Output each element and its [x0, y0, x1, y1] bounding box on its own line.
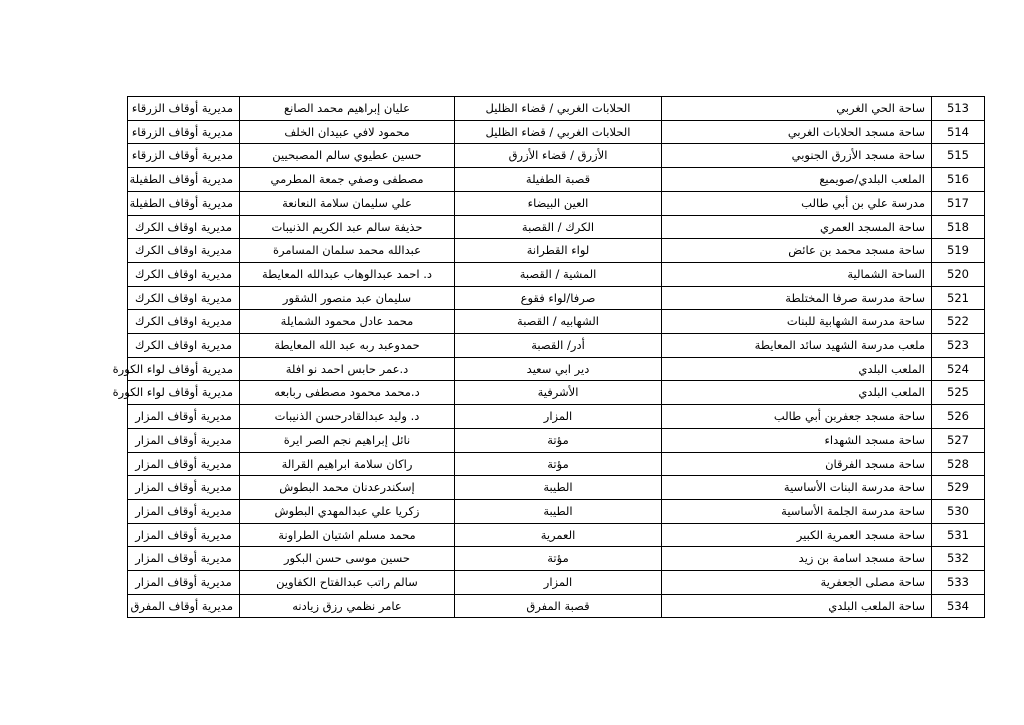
- area-name-cell: العين البيضاء: [455, 191, 662, 215]
- directorate-name-cell: مديرية أوقاف الطفيلة: [128, 168, 240, 192]
- row-number-cell: 518: [932, 215, 985, 239]
- table-row: [128, 310, 985, 334]
- row-number-cell: 527: [932, 428, 985, 452]
- imam-name-cell: حسين موسى حسن البكور: [240, 547, 455, 571]
- directorate-name-cell: مديرية أوقاف الزرقاء: [128, 97, 240, 121]
- imam-name-cell: د.محمد محمود مصطفى ربابعه: [240, 381, 455, 405]
- area-name-cell: المزار: [455, 571, 662, 595]
- imam-name-cell: محمود لافي عبيدان الخلف: [240, 120, 455, 144]
- area-name-cell: لواء القطرانة: [455, 239, 662, 263]
- table-row: [128, 120, 985, 144]
- directorate-name-cell: مديرية أوقاف لواء الكورة: [128, 381, 240, 405]
- table-row: [128, 452, 985, 476]
- row-number-cell: 515: [932, 144, 985, 168]
- place-name-cell: ساحة مدرسة البنات الأساسية: [662, 476, 932, 500]
- imam-name-cell: عليان إبراهيم محمد الصانع: [240, 97, 455, 121]
- row-number-cell: 517: [932, 191, 985, 215]
- directorate-name-cell: مديرية اوقاف الكرك: [128, 286, 240, 310]
- table-row: [128, 381, 985, 405]
- place-name-cell: ساحة مسجد الفرقان: [662, 452, 932, 476]
- row-number-cell: 528: [932, 452, 985, 476]
- directorate-name-cell: مديرية أوقاف الزرقاء: [128, 144, 240, 168]
- place-name-cell: ملعب مدرسة الشهيد سائد المعايطة: [662, 334, 932, 358]
- area-name-cell: الشهابيه / القصبة: [455, 310, 662, 334]
- area-name-cell: العمرية: [455, 523, 662, 547]
- imam-name-cell: د.عمر حابس احمد نو افلة: [240, 357, 455, 381]
- area-name-cell: المشية / القصبة: [455, 262, 662, 286]
- place-name-cell: الملعب البلدي/صويميع: [662, 168, 932, 192]
- imam-name-cell: علي سليمان سلامة النعانعة: [240, 191, 455, 215]
- directorate-name-cell: مديرية أوقاف المزار: [128, 452, 240, 476]
- area-name-cell: الأزرق / قضاء الأزرق: [455, 144, 662, 168]
- place-name-cell: مدرسة علي بن أبي طالب: [662, 191, 932, 215]
- row-number-cell: 523: [932, 334, 985, 358]
- imam-name-cell: عبدالله محمد سلمان المسامرة: [240, 239, 455, 263]
- imam-name-cell: راكان سلامة ابراهيم القرالة: [240, 452, 455, 476]
- row-number-cell: 520: [932, 262, 985, 286]
- area-name-cell: دير ابي سعيد: [455, 357, 662, 381]
- area-name-cell: مؤتة: [455, 547, 662, 571]
- place-name-cell: ساحة مصلى الجعفرية: [662, 571, 932, 595]
- place-name-cell: ساحة مسجد جعفربن أبي طالب: [662, 405, 932, 429]
- row-number-cell: 533: [932, 571, 985, 595]
- table-row: [128, 405, 985, 429]
- directorate-name-cell: مديرية أوقاف المزار: [128, 571, 240, 595]
- place-name-cell: ساحة مسجد الحلابات الغربي: [662, 120, 932, 144]
- area-name-cell: قصبة المفرق: [455, 594, 662, 618]
- row-number-cell: 525: [932, 381, 985, 405]
- place-name-cell: الملعب البلدي: [662, 381, 932, 405]
- row-number-cell: 516: [932, 168, 985, 192]
- area-name-cell: أدر/ القصبة: [455, 334, 662, 358]
- table-row: [128, 144, 985, 168]
- place-name-cell: الساحة الشمالية: [662, 262, 932, 286]
- imam-name-cell: د. احمد عبدالوهاب عبدالله المعايطة: [240, 262, 455, 286]
- area-name-cell: صرفا/لواء فقوع: [455, 286, 662, 310]
- place-name-cell: ساحة مدرسة الجلمة الأساسية: [662, 499, 932, 523]
- imam-name-cell: إسكندرعدنان محمد البطوش: [240, 476, 455, 500]
- table-row: [128, 357, 985, 381]
- row-number-cell: 519: [932, 239, 985, 263]
- directorate-name-cell: مديرية اوقاف الكرك: [128, 334, 240, 358]
- imam-name-cell: محمد مسلم اشتيان الطراونة: [240, 523, 455, 547]
- row-number-cell: 529: [932, 476, 985, 500]
- directorate-name-cell: مديرية أوقاف المفرق: [128, 594, 240, 618]
- imam-name-cell: د. وليد عبدالقادرحسن الذنيبات: [240, 405, 455, 429]
- directorate-name-cell: مديرية اوقاف الكرك: [128, 239, 240, 263]
- directorate-name-cell: مديرية أوقاف المزار: [128, 405, 240, 429]
- directorate-name-cell: مديرية أوقاف الزرقاء: [128, 120, 240, 144]
- place-name-cell: ساحة مدرسة صرفا المختلطة: [662, 286, 932, 310]
- directorate-name-cell: مديرية اوقاف الكرك: [128, 215, 240, 239]
- table-row: [128, 334, 985, 358]
- table-row: [128, 286, 985, 310]
- imam-name-cell: مصطفى وصفي جمعة المطرمي: [240, 168, 455, 192]
- place-name-cell: ساحة مسجد الأزرق الجنوبي: [662, 144, 932, 168]
- place-name-cell: ساحة مسجد اسامة بن زيد: [662, 547, 932, 571]
- row-number-cell: 524: [932, 357, 985, 381]
- table-row: [128, 215, 985, 239]
- directorate-name-cell: مديرية أوقاف المزار: [128, 476, 240, 500]
- directorate-name-cell: مديرية أوقاف المزار: [128, 499, 240, 523]
- area-name-cell: الطيبة: [455, 476, 662, 500]
- area-name-cell: مؤتة: [455, 452, 662, 476]
- imam-name-cell: سليمان عبد منصور الشقور: [240, 286, 455, 310]
- directorate-name-cell: مديرية أوقاف المزار: [128, 547, 240, 571]
- imam-name-cell: حسين عطيوي سالم المصبحيين: [240, 144, 455, 168]
- area-name-cell: قصبة الطفيلة: [455, 168, 662, 192]
- place-name-cell: ساحة مسجد العمرية الكبير: [662, 523, 932, 547]
- place-name-cell: الملعب البلدي: [662, 357, 932, 381]
- table-row: [128, 97, 985, 121]
- place-name-cell: ساحة مدرسة الشهابية للبنات: [662, 310, 932, 334]
- table-row: [128, 428, 985, 452]
- table-row: [128, 547, 985, 571]
- table-row: [128, 523, 985, 547]
- area-name-cell: مؤتة: [455, 428, 662, 452]
- table-row: [128, 168, 985, 192]
- table-row: [128, 594, 985, 618]
- imam-name-cell: محمد عادل محمود الشمايلة: [240, 310, 455, 334]
- row-number-cell: 531: [932, 523, 985, 547]
- row-number-cell: 513: [932, 97, 985, 121]
- imam-name-cell: عامر نظمي رزق زيادنه: [240, 594, 455, 618]
- table-body: [112, 97, 985, 618]
- imam-name-cell: سالم راتب عبدالفتاح الكفاوين: [240, 571, 455, 595]
- row-number-cell: 514: [932, 120, 985, 144]
- imam-name-cell: حمدوعبد ربه عبد الله المعايطة: [240, 334, 455, 358]
- directorate-name-cell: مديرية أوقاف لواء الكورة: [128, 357, 240, 381]
- place-name-cell: ساحة مسجد الشهداء: [662, 428, 932, 452]
- place-name-cell: ساحة الحي الغربي: [662, 97, 932, 121]
- area-name-cell: الحلابات الغربي / قضاء الظليل: [455, 97, 662, 121]
- imam-name-cell: نائل إبراهيم نجم الصر ايرة: [240, 428, 455, 452]
- row-number-cell: 534: [932, 594, 985, 618]
- place-name-cell: ساحة مسجد محمد بن عائض: [662, 239, 932, 263]
- table-row: [128, 239, 985, 263]
- directorate-name-cell: مديرية أوقاف المزار: [128, 428, 240, 452]
- table-row: [128, 262, 985, 286]
- place-name-cell: ساحة الملعب البلدي: [662, 594, 932, 618]
- directorate-name-cell: مديرية اوقاف الكرك: [128, 310, 240, 334]
- row-number-cell: 530: [932, 499, 985, 523]
- row-number-cell: 526: [932, 405, 985, 429]
- table-row: [128, 499, 985, 523]
- area-name-cell: الحلابات الغربي / قضاء الظليل: [455, 120, 662, 144]
- table-row: [128, 191, 985, 215]
- area-name-cell: الكرك / القصبة: [455, 215, 662, 239]
- area-name-cell: الأشرفية: [455, 381, 662, 405]
- row-number-cell: 522: [932, 310, 985, 334]
- directorate-name-cell: مديرية أوقاف الطفيلة: [128, 191, 240, 215]
- place-name-cell: ساحة المسجد العمري: [662, 215, 932, 239]
- directorate-name-cell: مديرية اوقاف الكرك: [128, 262, 240, 286]
- imam-name-cell: زكريا علي عبدالمهدي البطوش: [240, 499, 455, 523]
- imam-name-cell: حذيفة سالم عبد الكريم الذنيبات: [240, 215, 455, 239]
- table-row: [128, 571, 985, 595]
- prayer-grounds-table: [112, 96, 985, 618]
- row-number-cell: 532: [932, 547, 985, 571]
- area-name-cell: الطيبة: [455, 499, 662, 523]
- directorate-name-cell: مديرية أوقاف المزار: [128, 523, 240, 547]
- table-row: [128, 476, 985, 500]
- area-name-cell: المزار: [455, 405, 662, 429]
- row-number-cell: 521: [932, 286, 985, 310]
